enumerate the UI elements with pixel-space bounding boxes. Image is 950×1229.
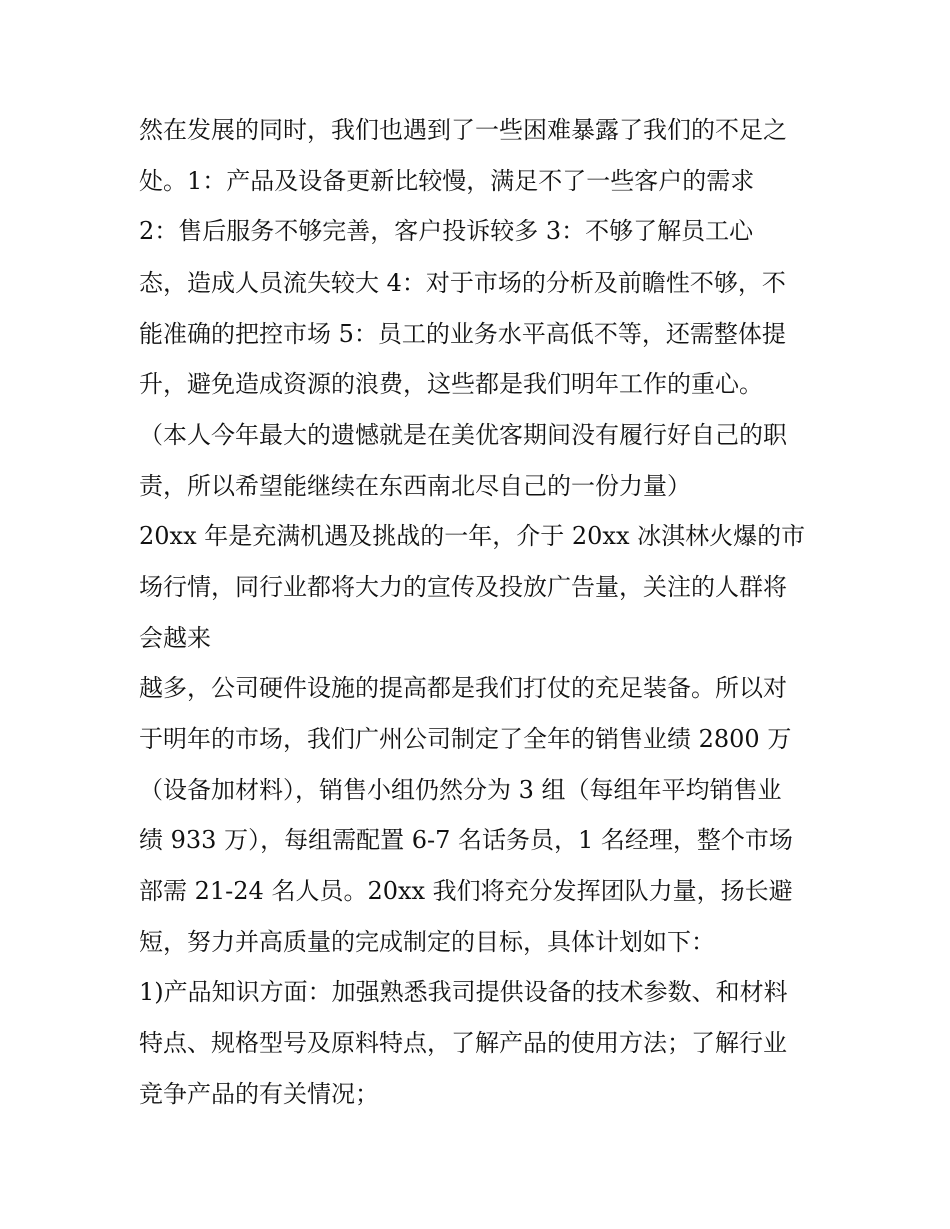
text-line: 处。1：产品及设备更新比较慢，满足不了一些客户的需求	[139, 167, 755, 195]
text-line: 于明年的市场，我们广州公司制定了全年的销售业绩 2800 万	[139, 725, 792, 753]
text-line: 短，努力并高质量的完成制定的目标，具体计划如下：	[139, 928, 715, 956]
text-line: 部需 21-24 名人员。20xx 我们将充分发挥团队力量，扬长避	[139, 877, 793, 905]
text-line: 升，避免造成资源的浪费，这些都是我们明年工作的重心。	[139, 370, 763, 398]
text-line: 然在发展的同时，我们也遇到了一些困难暴露了我们的不足之	[139, 116, 787, 144]
text-line: 场行情，同行业都将大力的宣传及投放广告量，关注的人群将	[139, 573, 787, 601]
text-line: 绩 933 万），每组需配置 6-7 名话务员，1 名经理，整个市场	[139, 826, 793, 854]
text-line: 1)产品知识方面：加强熟悉我司提供设备的技术参数、和材料	[139, 978, 788, 1006]
text-line: 竞争产品的有关情况；	[139, 1080, 379, 1108]
text-line: 责，所以希望能继续在东西南北尽自己的一份力量）	[139, 472, 691, 500]
text-line: （设备加材料），销售小组仍然分为 3 组（每组年平均销售业	[139, 776, 782, 804]
text-line: （本人今年最大的遗憾就是在美优客期间没有履行好自己的职	[139, 421, 787, 449]
text-line: 态，造成人员流失较大 4：对于市场的分析及前瞻性不够，不	[139, 269, 786, 297]
text-line: 会越来	[139, 624, 211, 652]
text-line: 2：售后服务不够完善，客户投诉较多 3：不够了解员工心	[139, 217, 754, 245]
text-line: 特点、规格型号及原料特点，了解产品的使用方法；了解行业	[139, 1029, 787, 1057]
text-line: 20xx 年是充满机遇及挑战的一年，介于 20xx 冰淇林火爆的市	[139, 522, 806, 550]
text-line: 越多，公司硬件设施的提高都是我们打仗的充足装备。所以对	[139, 674, 787, 702]
text-line: 能准确的把控市场 5：员工的业务水平高低不等，还需整体提	[139, 320, 786, 348]
